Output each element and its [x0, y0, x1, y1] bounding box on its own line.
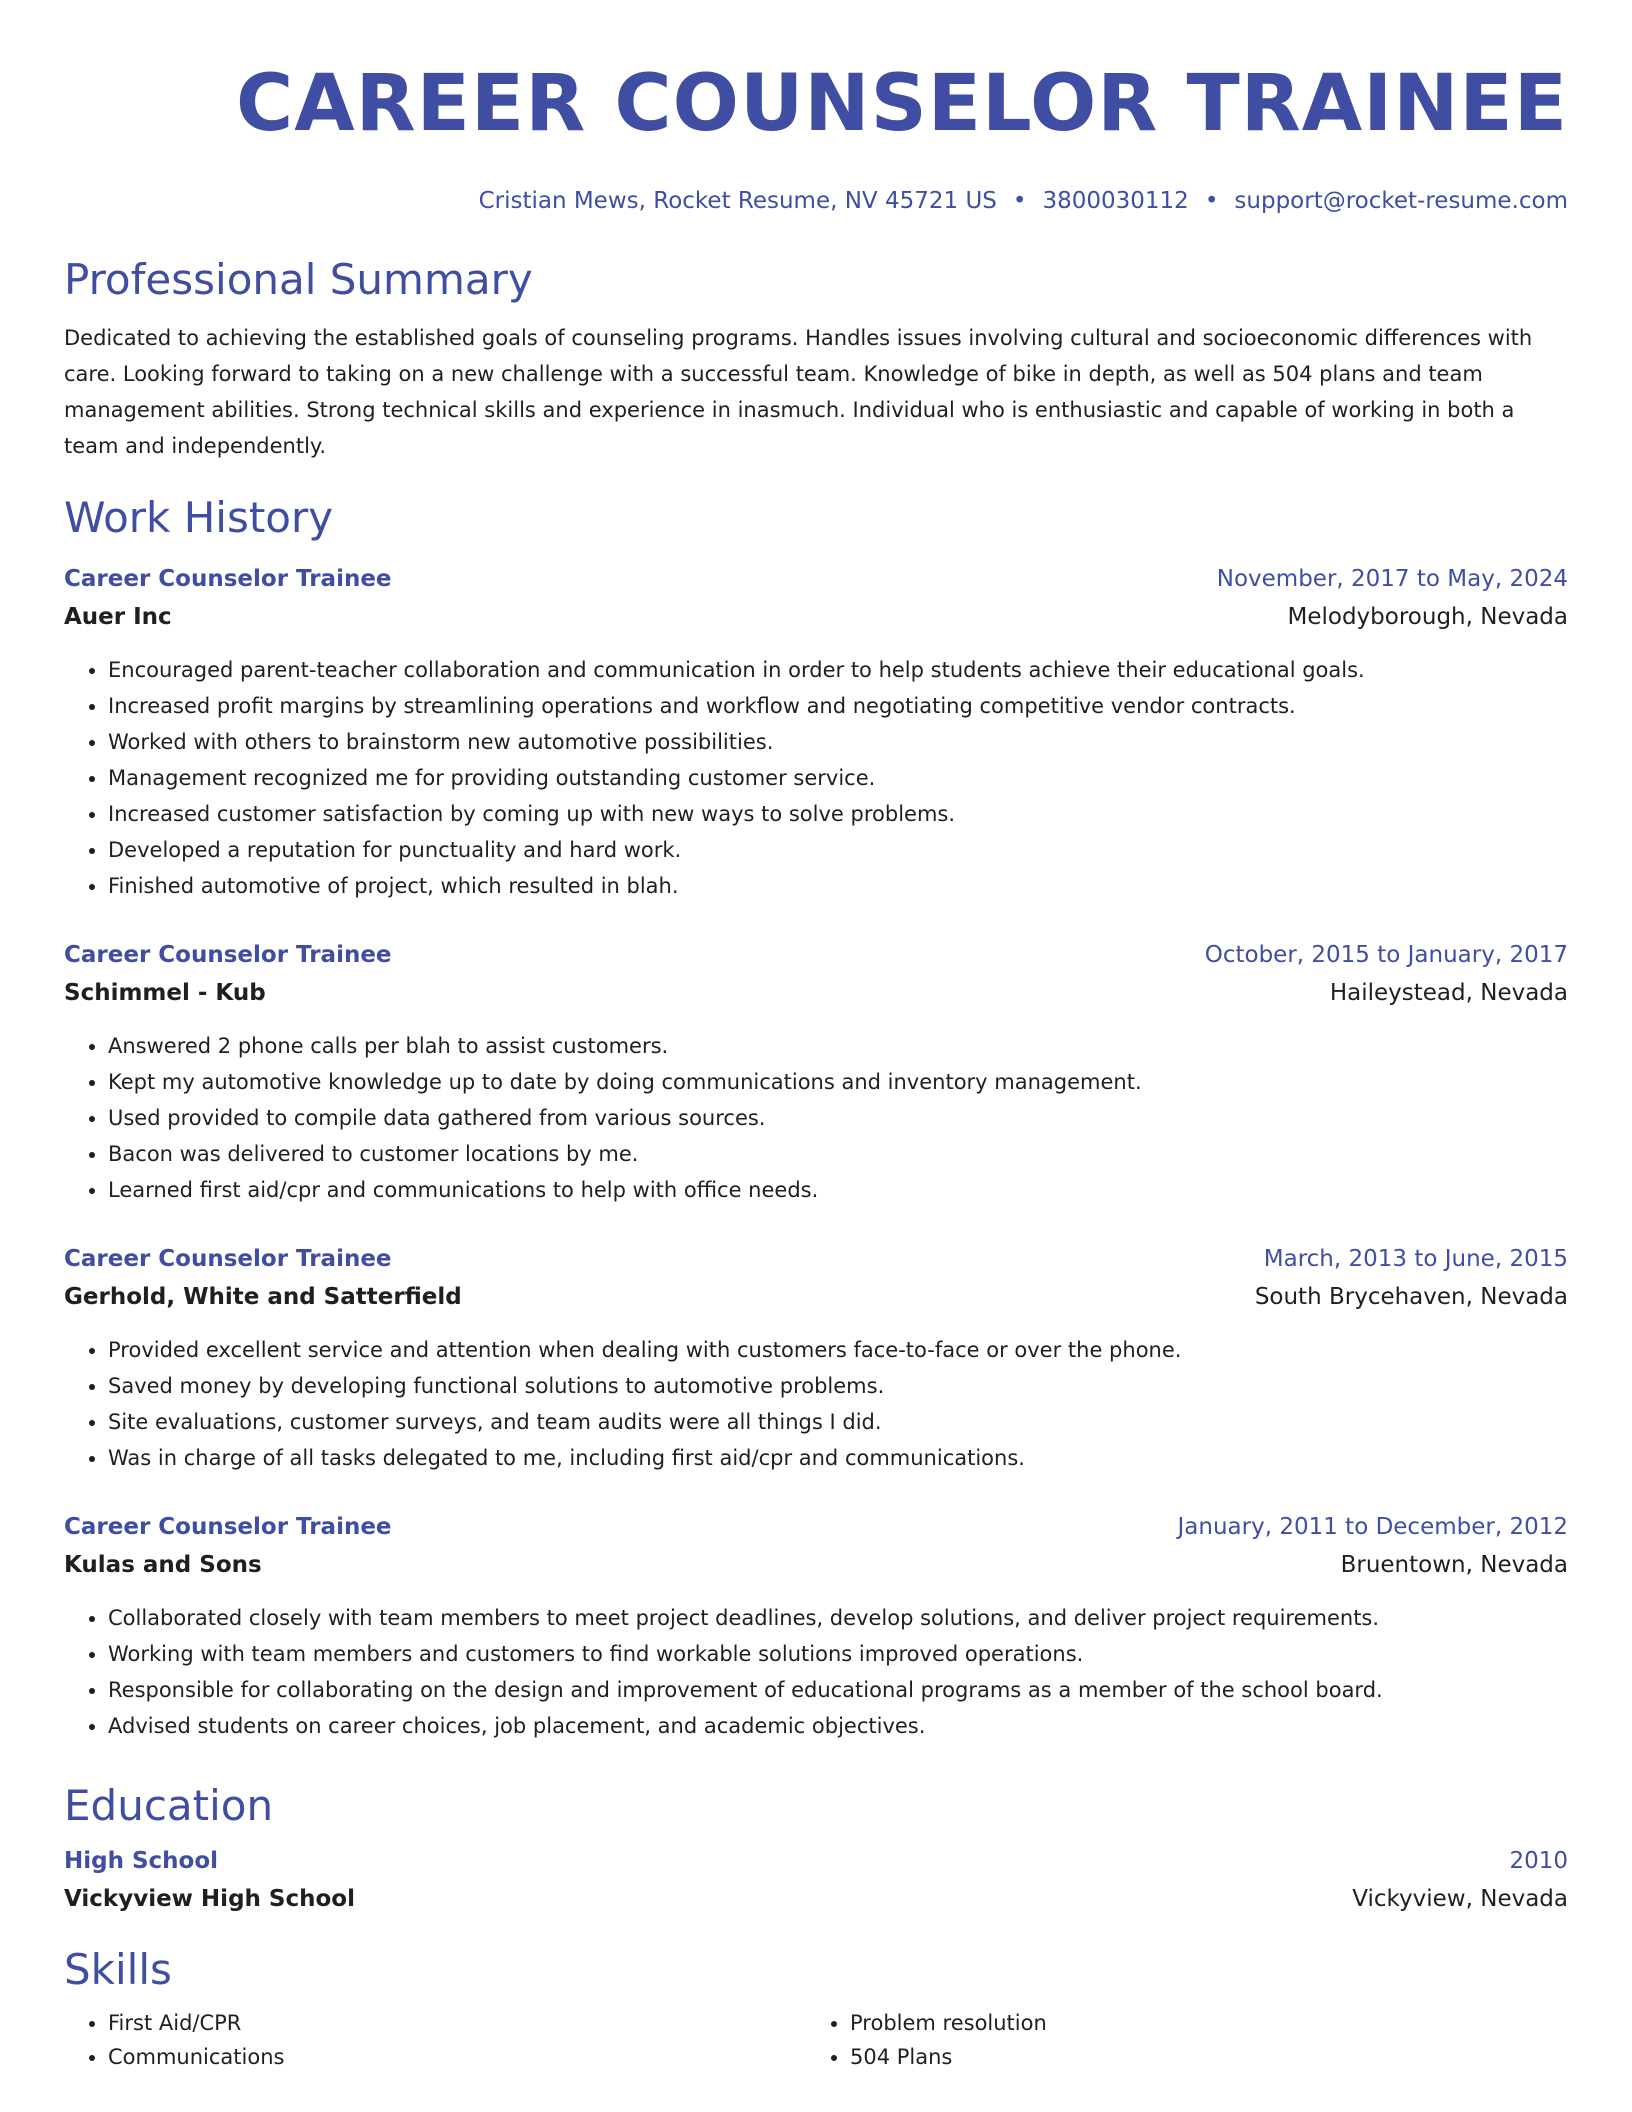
section-title-work-history: Work History — [64, 493, 334, 542]
job-bullets — [64, 652, 1568, 904]
summary-text: Dedicated to achieving the established goals of counseling programs. Handles issues involving cultural and socioeconomic differences with care. Looking forward to taking on a new challenge with a successful team. Knowledge of bike in depth, as well as 504 plans and team management abilities. Strong technical skills and experience in inasmuch. Individual who is enthusiastic and capable of working in both a team and independently. — [64, 326, 1533, 458]
job-bullet: • Provided excellent service and attention when dealing with customers face-to-face or over the phone. — [108, 1332, 1568, 1368]
job-company: Schimmel - Kub — [64, 980, 266, 1006]
job-location: Melodyborough, Nevada — [1287, 604, 1568, 630]
job-bullets — [64, 1332, 1568, 1476]
job-role: Career Counselor Trainee — [64, 566, 392, 592]
job-role: Career Counselor Trainee — [64, 1246, 392, 1272]
job-bullets — [64, 1028, 1568, 1208]
job-bullet: • Bacon was delivered to customer locations by me. — [108, 1136, 1568, 1172]
job-entry — [64, 1508, 1568, 1744]
job-header-row — [64, 936, 1568, 974]
skill-item: • 504 Plans — [850, 2040, 1548, 2074]
job-bullet: • Used provided to compile data gathered from various sources. — [108, 1100, 1568, 1136]
job-entry — [64, 1240, 1568, 1476]
job-dates: November, 2017 to May, 2024 — [1216, 566, 1568, 592]
job-company-row — [64, 598, 1568, 636]
job-header-row — [64, 1240, 1568, 1278]
job-bullet: • Site evaluations, customer surveys, and team audits were all things I did. — [108, 1404, 1568, 1440]
education-school: Vickyview High School — [64, 1886, 355, 1912]
job-bullet: • Working with team members and customers to find workable solutions improved operations. — [108, 1636, 1568, 1672]
job-bullet: • Increased profit margins by streamlining operations and workflow and negotiating competitive vendor contracts. — [108, 688, 1568, 724]
contact-address: Cristian Mews, Rocket Resume, NV 45721 US — [478, 188, 997, 214]
section-title-skills: Skills — [64, 1945, 172, 1994]
job-bullet: • Management recognized me for providing outstanding customer service. — [108, 760, 1568, 796]
skills-list — [64, 2006, 1568, 2074]
skill-item: • First Aid/CPR — [108, 2006, 806, 2040]
contact-email: support@rocket-resume.com — [1234, 188, 1568, 214]
resume-header — [64, 56, 1568, 216]
job-bullet: • Worked with others to brainstorm new automotive possibilities. — [108, 724, 1568, 760]
resume-title: CAREER COUNSELOR TRAINEE — [235, 59, 1568, 149]
education-header-row — [64, 1842, 1568, 1880]
education-year: 2010 — [1509, 1848, 1568, 1874]
job-bullet: • Responsible for collaborating on the design and improvement of educational programs as a member of the school board. — [108, 1672, 1568, 1708]
job-bullet: • Kept my automotive knowledge up to date by doing communications and inventory management. — [108, 1064, 1568, 1100]
education-location: Vickyview, Nevada — [1352, 1886, 1568, 1912]
job-company-row — [64, 1278, 1568, 1316]
job-location: Haileystead, Nevada — [1329, 980, 1568, 1006]
job-bullet: • Learned first aid/cpr and communications to help with office needs. — [108, 1172, 1568, 1208]
section-title-education: Education — [64, 1781, 274, 1830]
contact-line — [64, 186, 1568, 216]
job-bullets — [64, 1600, 1568, 1744]
job-location: South Brycehaven, Nevada — [1254, 1284, 1568, 1310]
skill-item: • Problem resolution — [850, 2006, 1548, 2040]
job-bullet: • Encouraged parent-teacher collaboration and communication in order to help students achieve their educational goals. — [108, 652, 1568, 688]
job-entry — [64, 936, 1568, 1208]
job-dates: October, 2015 to January, 2017 — [1204, 942, 1568, 968]
skill-item: • Communications — [108, 2040, 806, 2074]
job-location: Bruentown, Nevada — [1340, 1552, 1568, 1578]
skills-column-left — [64, 2006, 806, 2074]
job-bullet: • Advised students on career choices, job placement, and academic objectives. — [108, 1708, 1568, 1744]
contact-separator: • — [1012, 188, 1027, 214]
job-company: Gerhold, White and Satterfield — [64, 1284, 462, 1310]
job-header-row — [64, 1508, 1568, 1546]
job-bullet: • Developed a reputation for punctuality and hard work. — [108, 832, 1568, 868]
job-company: Auer Inc — [64, 604, 172, 630]
job-bullet: • Saved money by developing functional solutions to automotive problems. — [108, 1368, 1568, 1404]
education-degree: High School — [64, 1848, 219, 1874]
job-role: Career Counselor Trainee — [64, 942, 392, 968]
contact-phone: 3800030112 — [1042, 188, 1189, 214]
job-role: Career Counselor Trainee — [64, 1514, 392, 1540]
job-company-row — [64, 1546, 1568, 1584]
education-school-row — [64, 1880, 1568, 1918]
job-header-row — [64, 560, 1568, 598]
job-bullet: • Finished automotive of project, which resulted in blah. — [108, 868, 1568, 904]
job-bullet: • Collaborated closely with team members to meet project deadlines, develop solutions, and deliver project requirements. — [108, 1600, 1568, 1636]
job-dates: March, 2013 to June, 2015 — [1263, 1246, 1568, 1272]
job-dates: January, 2011 to December, 2012 — [1177, 1514, 1568, 1540]
section-title-summary: Professional Summary — [64, 255, 533, 304]
job-company-row — [64, 974, 1568, 1012]
contact-separator: • — [1204, 188, 1219, 214]
job-bullet: • Increased customer satisfaction by coming up with new ways to solve problems. — [108, 796, 1568, 832]
job-bullet: • Was in charge of all tasks delegated to me, including first aid/cpr and communications. — [108, 1440, 1568, 1476]
job-entry — [64, 560, 1568, 904]
skills-column-right — [806, 2006, 1548, 2074]
job-company: Kulas and Sons — [64, 1552, 262, 1578]
job-bullet: • Answered 2 phone calls per blah to assist customers. — [108, 1028, 1568, 1064]
education-entry — [64, 1842, 1568, 1918]
